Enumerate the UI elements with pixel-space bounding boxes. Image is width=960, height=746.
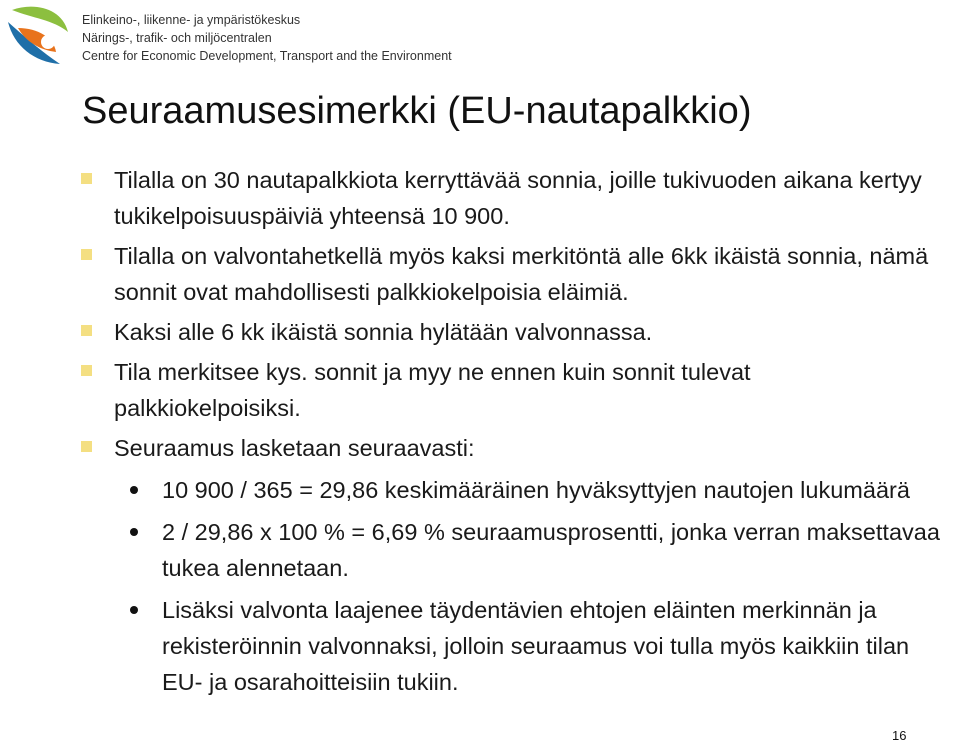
bullet-list [0, 162, 940, 706]
organization-name [82, 11, 452, 65]
sub-bullet-text: 2 / 29,86 x 100 % = 6,69 % seuraamusprosentti, jonka verran maksettavaa tukea alennetaan. [162, 519, 940, 581]
sub-bullet-list [114, 472, 940, 700]
square-bullet-icon [81, 249, 92, 260]
bullet-item [0, 162, 934, 234]
bullet-text: Tilalla on valvontahetkellä myös kaksi merkitöntä alle 6kk ikäistä sonnia, nämä sonnit ovat mahdollisesti palkkiokelpoisia eläimiä. [114, 243, 929, 305]
square-bullet-icon [81, 365, 92, 376]
sub-bullet-text: 10 900 / 365 = 29,86 keskimääräinen hyväksyttyjen nautojen lukumäärä [162, 477, 910, 503]
round-bullet-icon [130, 606, 138, 614]
sub-bullet-text: Lisäksi valvonta laajenee täydentävien ehtojen eläinten merkinnän ja rekisteröinnin valvonnaksi, jolloin seuraamus voi tulla myös kaikkiin tilan EU- ja osarahoitteisiin tukiin. [162, 597, 910, 695]
square-bullet-icon [81, 325, 92, 336]
bullet-item [0, 430, 940, 700]
page-number: 16 [892, 728, 907, 743]
round-bullet-icon [130, 528, 138, 536]
org-name-fi: Elinkeino-, liikenne- ja ympäristökeskus [82, 13, 301, 27]
bullet-text: Tila merkitsee kys. sonnit ja myy ne ennen kuin sonnit tulevat palkkiokelpoisiksi. [114, 359, 751, 421]
bullet-item [0, 314, 934, 350]
sub-bullet-item [0, 472, 952, 508]
square-bullet-icon [81, 173, 92, 184]
bullet-item [0, 238, 934, 310]
org-name-en: Centre for Economic Development, Transport and the Environment [82, 49, 452, 63]
bullet-text: Kaksi alle 6 kk ikäistä sonnia hylätään valvonnassa. [114, 319, 653, 345]
square-bullet-icon [81, 441, 92, 452]
bullet-text: Tilalla on 30 nautapalkkiota kerryttävää sonnia, joille tukivuoden aikana kertyy tukikelpoisuuspäiviä yhteensä 10 900. [114, 167, 922, 229]
bullet-text: Seuraamus lasketaan seuraavasti: [114, 435, 475, 461]
ely-centre-logo-icon [4, 2, 72, 72]
slide-title: Seuraamusesimerkki (EU-nautapalkkio) [82, 90, 752, 132]
round-bullet-icon [130, 486, 138, 494]
sub-bullet-item [0, 514, 952, 586]
sub-bullet-item [0, 592, 952, 700]
bullet-item [0, 354, 934, 426]
org-name-sv: Närings-, trafik- och miljöcentralen [82, 31, 272, 45]
